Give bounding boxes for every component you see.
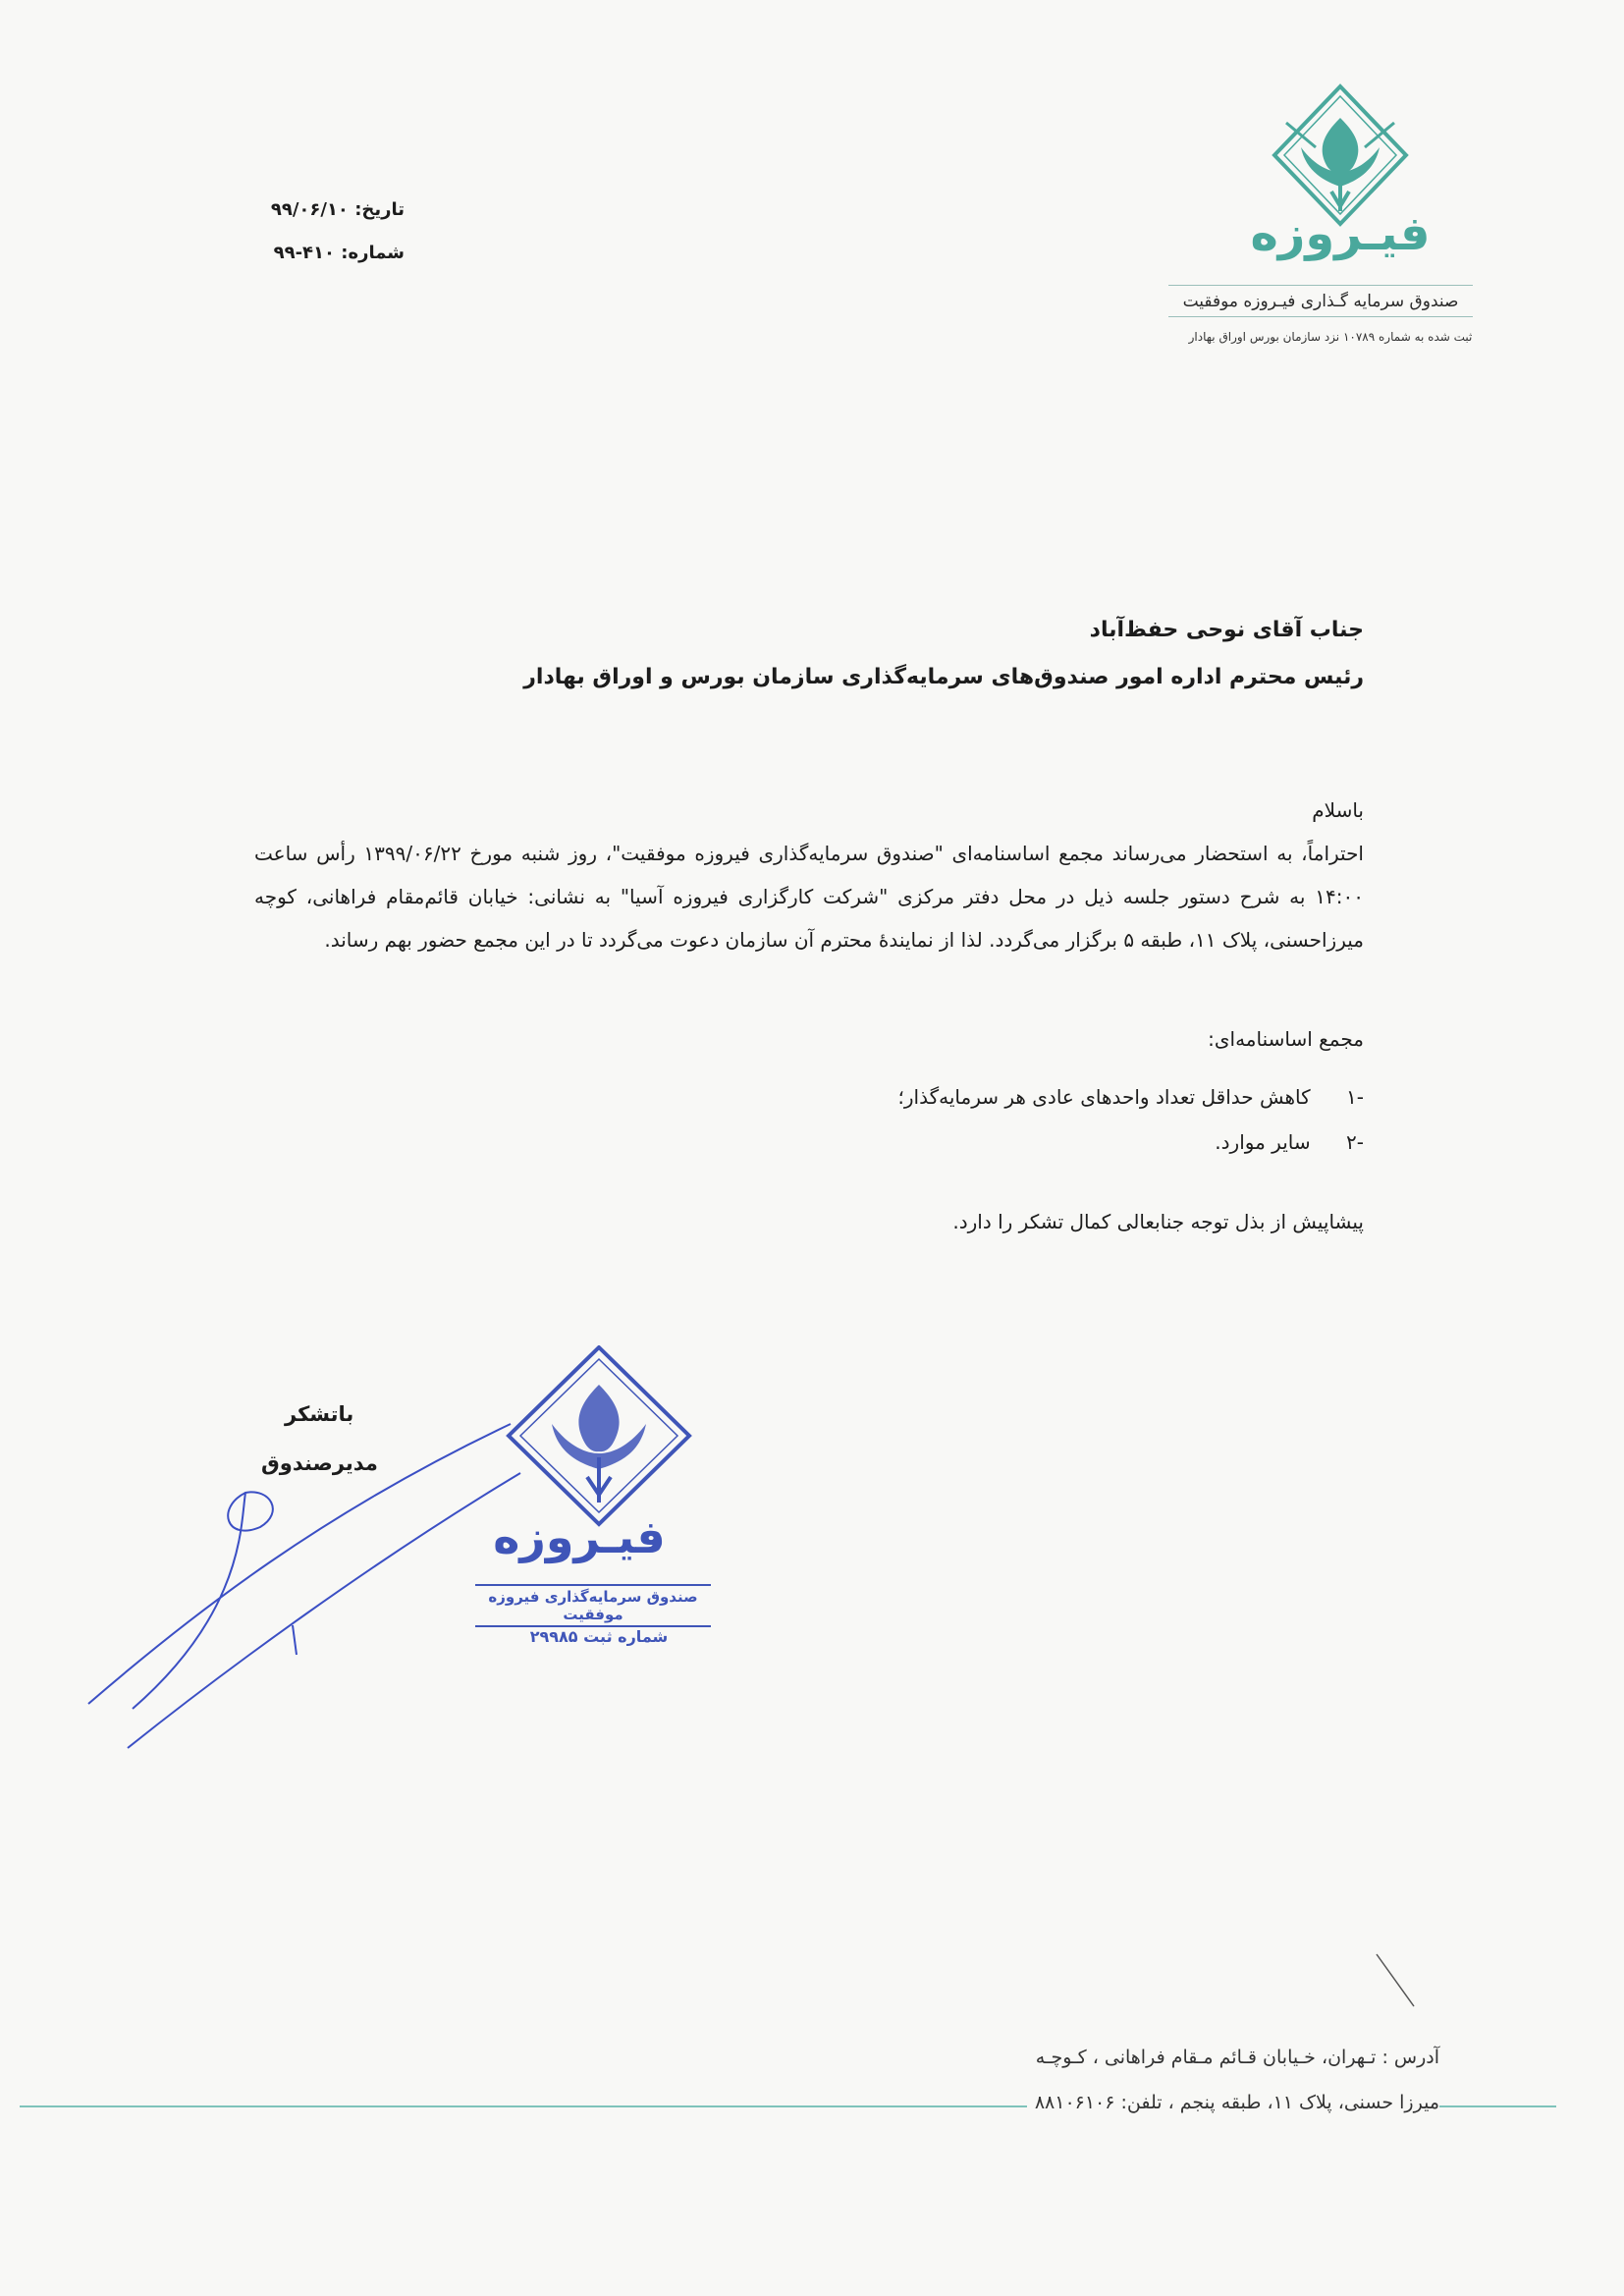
closing-line: پیشاپیش از بذل توجه جنابعالی کمال تشکر را دارد.: [952, 1210, 1364, 1233]
footer-address-line1: آدرس : تـهران، خـیابان قـائم مـقام فراهانی ، کـوچـه: [1035, 2047, 1439, 2068]
agenda-item-number: -۲: [1346, 1130, 1364, 1154]
list-item: [898, 1120, 1365, 1165]
stamp-fund-name: صندوق سرمایه‌گذاری فیروزه موفقیت: [475, 1584, 711, 1627]
body-paragraph: احتراماً، به استحضار می‌رساند مجمع اساسنامه‌ای "صندوق سرمایه‌گذاری فیروزه موفقیت"، روز شنبه مورخ ۱۳۹۹/۰۶/۲۲ رأس ساعت ۱۴:۰۰ به شرح دستور جلسه ذیل در محل دفتر مرکزی "شرکت کارگزاری فیروزه آسیا" به نشانی: خیابان قائم‌مقام فراهانی، کوچه میرزاحسنی، پلاک ۱۱، طبقه ۵ برگزار می‌گردد. لذا از نمایندهٔ محترم آن سازمان دعوت می‌گردد تا در این مجمع حضور بهم رساند.: [254, 842, 1364, 952]
agenda-item-number: -۱: [1346, 1085, 1364, 1109]
letter-meta: [257, 189, 405, 275]
footer-address-line2: میرزا حسنی، پلاک ۱۱، طبقه پنجم ، تلفن: ۸۸۱۰۶۱۰۶: [1027, 2092, 1439, 2113]
agenda-list: [898, 1074, 1365, 1165]
agenda-item-text: سایر موارد.: [1215, 1130, 1311, 1154]
signature-role: مدیرصندوق: [261, 1451, 378, 1475]
agenda-item-text: کاهش حداقل تعداد واحدهای عادی هر سرمایه‌گذار؛: [897, 1085, 1311, 1109]
letter-body: [254, 789, 1364, 961]
registration-note: ثبت شده به شماره ۱۰۷۸۹ نزد سازمان بورس اوراق بهادار: [1188, 330, 1473, 344]
signature-thanks: باتشکر: [285, 1402, 354, 1426]
scan-mark-icon: [1375, 1952, 1434, 2011]
logo-wordmark: فیـروزه: [1250, 206, 1431, 261]
agenda-title: مجمع اساسنامه‌ای:: [1208, 1027, 1364, 1051]
greeting: باسلام: [1312, 798, 1364, 822]
recipient-block: [186, 607, 1364, 701]
letterhead-logo: [1182, 79, 1473, 373]
recipient-name: جناب آقای نوحی حفظ‌آباد: [1089, 618, 1364, 642]
stamp-registration: شماره ثبت ۲۹۹۸۵: [529, 1627, 669, 1646]
letter-date: تاریخ: ۹۹/۰۶/۱۰: [270, 199, 405, 220]
stamp-wordmark: فیـروزه: [493, 1510, 666, 1563]
recipient-title: رئیس محترم اداره امور صندوق‌های سرمایه‌گذاری سازمان بورس و اوراق بهادار: [523, 665, 1364, 689]
handwritten-signature-icon: [79, 1414, 530, 1768]
list-item: [898, 1074, 1365, 1120]
fund-name: صندوق سرمایه گـذاری فیـروزه موفقیت: [1168, 285, 1473, 317]
letter-number: شماره: ۴۱۰-۹۹: [273, 243, 405, 263]
